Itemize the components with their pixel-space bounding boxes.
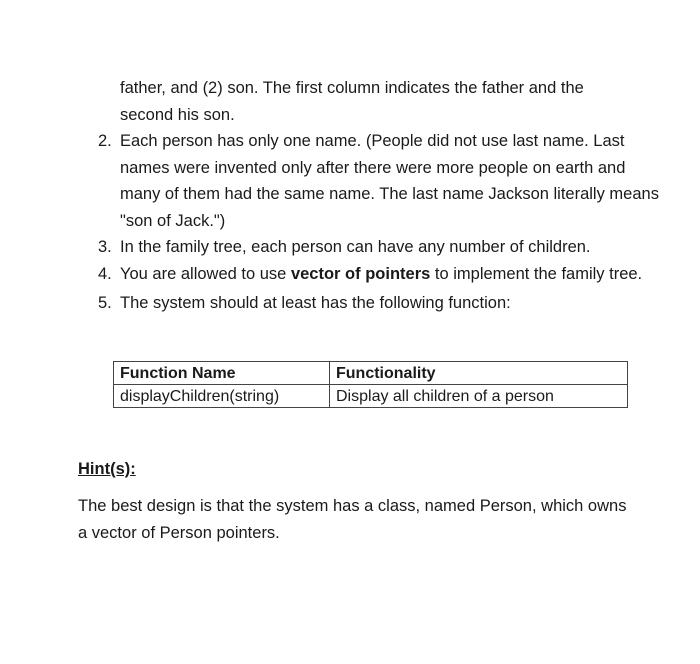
- list-text: Each person has only one name. (People did not use last name. Last names were invented only after there were more people on earth and many of them had the same name. The last name Jackson literally means "son of Jack."): [120, 132, 659, 230]
- requirements-list: [98, 128, 660, 317]
- table-row: [114, 385, 628, 408]
- list-number: 3.: [98, 238, 112, 256]
- list-text: In the family tree, each person can have any number of children.: [120, 238, 591, 256]
- hint-heading: Hint(s):: [78, 460, 136, 478]
- list-item: [98, 128, 660, 234]
- list-item: [98, 261, 660, 288]
- table-header-row: [114, 362, 628, 385]
- list-text-bold: vector of pointers: [290, 264, 431, 283]
- table-header: Function Name: [114, 362, 330, 385]
- table-header: Functionality: [330, 362, 628, 385]
- list-number: 4.: [98, 264, 112, 283]
- list-number: 2.: [98, 132, 112, 150]
- hint-body: The best design is that the system has a class, named Person, which owns a vector of Person pointers.: [78, 497, 627, 542]
- continued-paragraph: father, and (2) son. The first column indicates the father and the second his son.: [120, 79, 584, 124]
- list-item: [98, 290, 660, 317]
- table-cell: displayChildren(string): [114, 385, 330, 408]
- list-text-post: to implement the family tree.: [430, 264, 643, 283]
- function-table: [113, 361, 628, 408]
- table-cell: Display all children of a person: [330, 385, 628, 408]
- list-text: The system should at least has the following function:: [120, 294, 511, 312]
- list-number: 5.: [98, 294, 112, 312]
- list-item: [98, 234, 660, 261]
- list-text-pre: You are allowed to use: [120, 264, 291, 283]
